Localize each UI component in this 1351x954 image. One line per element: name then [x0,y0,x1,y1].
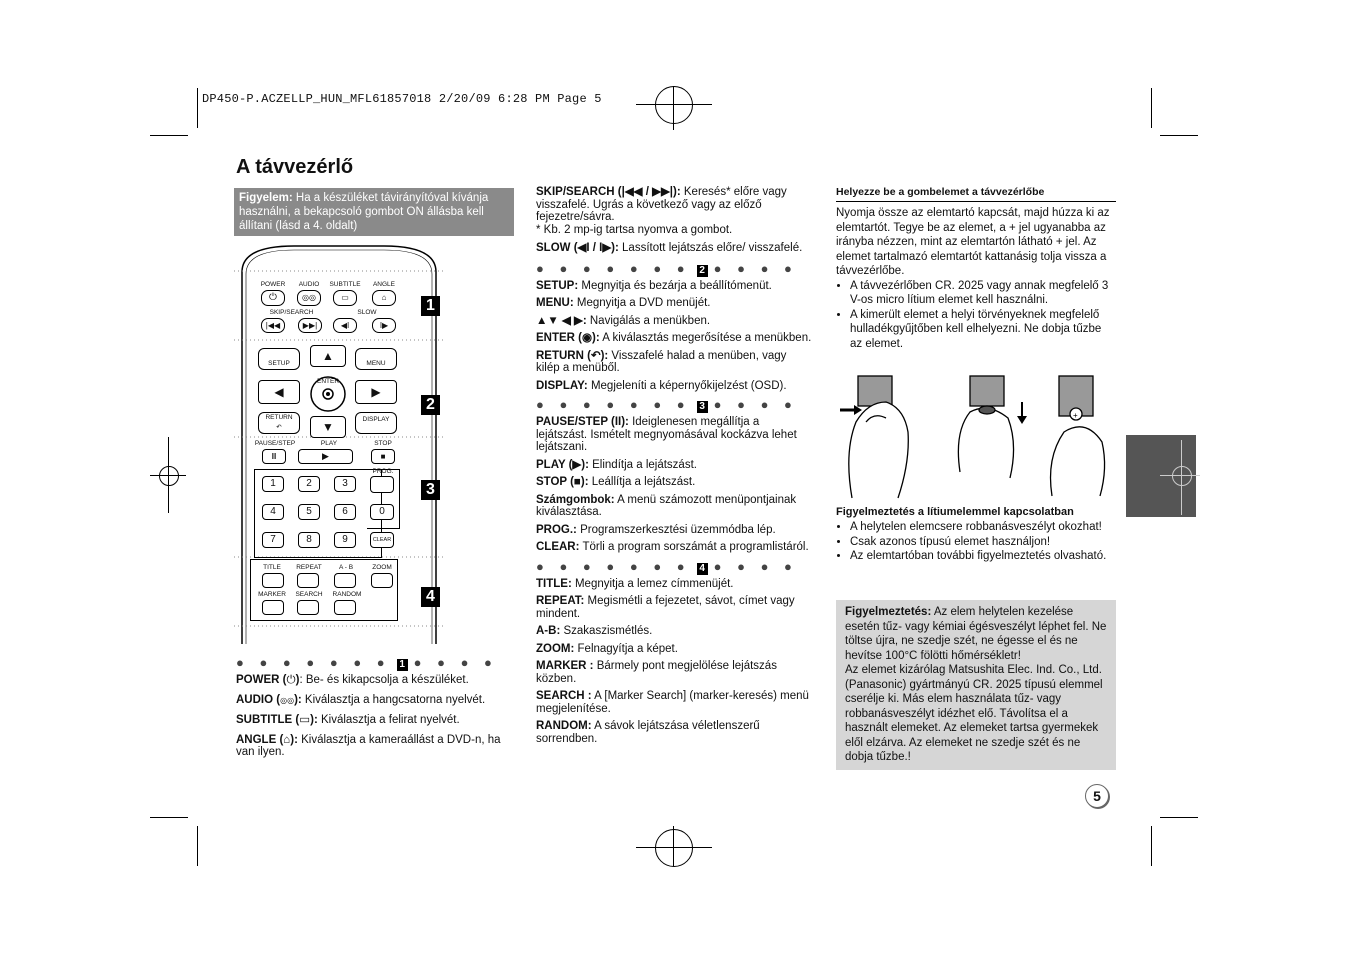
prog-button[interactable] [370,476,394,493]
item-label: SLOW (◀I / I▶): [536,242,619,254]
item-label: PLAY (▶): [536,458,589,471]
crop-mark [1160,817,1198,818]
remote-label-ab: A - B [338,564,354,571]
audio-button[interactable]: ◎◎ [297,290,321,306]
item-text: Megismétli a fejezetet, sávot, címet vagy mindent. [536,595,795,620]
repeat-button[interactable] [297,573,319,588]
col1-items [236,674,511,759]
lithium-section [836,506,1116,564]
item-label: SEARCH : [536,690,592,702]
item-label: ANGLE ( [236,733,284,746]
bullet-item: • Csak azonos típusú elemet használjon! [850,535,1116,550]
section-number: 3 [697,401,708,413]
up-button[interactable]: ▲ [310,345,346,367]
battery-heading: Helyezze be a gombelemet a távvezérlőbe [836,186,1116,202]
item-text: Visszafelé halad a menüben, vagy kilép a menüből. [536,349,787,374]
crop-mark [1151,826,1152,866]
display-button[interactable]: DISPLAY [355,412,397,434]
lithium-heading: Figyelmeztetés a lítiumelemmel kapcsolatban [836,506,1074,518]
col1-item [236,734,511,759]
item-text: Megnyitja a lemez címmenüjét. [571,577,734,590]
crop-mark [150,135,188,136]
item-text: Kiválasztja a felirat nyelvét. [317,714,460,726]
section-marker-1: 1 [421,296,440,316]
remote-label-enter: ENTER [316,378,340,385]
item-label: RETURN (↶): [536,349,609,362]
warning-label: Figyelem: [239,192,293,204]
crop-mark [197,826,198,866]
remote-label-skip: SKIP/SEARCH [269,309,314,316]
digit-7-button[interactable]: 7 [262,532,284,548]
item-text: A sávok lejátszása véletlenszerű sorrendben. [536,720,760,745]
search-button[interactable] [297,600,319,615]
col2-item [536,690,812,715]
col1-item [236,694,511,708]
item-label: CLEAR: [536,541,580,553]
section-divider-1: ● ● ● ● ● ● ● 1 ● ● ● ● [236,655,498,670]
col2-item [536,595,812,620]
play-button[interactable]: ▶ [298,449,353,464]
col2-item [536,350,812,375]
skip-next-button[interactable]: ▶▶| [298,318,322,333]
col2-item [536,332,812,345]
slow-desc [536,242,812,255]
stop-button[interactable]: ■ [371,449,395,464]
item-label: ZOOM: [536,642,575,655]
battery-text: Nyomja össze az elemtartó kapcsát, majd húzza ki az elemtartót. Tegye be az elemet, a + jel ugyanabba az irányba nézzen, mint az elemtartón látható + jel. Az elemet tartalmazó elemtartót kattanásig tolja vissza a távvezérlőbe. [836,207,1110,277]
registration-mark [655,86,693,124]
col3 [836,186,1116,351]
section-marker-2: 2 [421,395,440,415]
print-header: DP450-P.ACZELLP_HUN_MFL61857018 2/20/09 6:28 PM Page 5 [202,92,602,106]
col1-item [236,674,511,687]
item-label: SUBTITLE ( [236,714,300,726]
subtitle-icon: ▭ [299,714,311,726]
menu-button[interactable]: MENU [355,348,397,370]
col2-item [536,280,812,293]
lithium-bullets [836,520,1116,564]
item-label: TITLE: [536,577,572,590]
page-title: A távvezérlő [236,156,354,178]
item-label: PROG.: [536,523,577,536]
item-text: Keresés* előre vagy visszafelé. Ugrás a következő vagy az előző fejezetre/sávra. [536,186,787,223]
col2-item [536,643,812,656]
section-marker-4: 4 [421,587,440,607]
bullet-item: • A kimerült elemet a helyi törvényeknek megfelelő hulladékgyűjtőben kell elhelyezni. Ne dobja tűzbe az elemet. [850,308,1116,352]
item-label: DISPLAY: [536,379,588,392]
digit-9-button[interactable]: 9 [334,532,356,548]
warning-box [234,188,514,236]
registration-line [1160,475,1200,476]
item-label: ▲▼ ◀ ▶: [536,314,587,327]
section-number: 4 [697,563,708,575]
remote-illustration [234,244,444,644]
col1-item [236,714,511,727]
item-text: Kiválasztja a hangcsatorna nyelvét. [301,693,486,706]
item-text: Programszerkesztési üzemmódba lép. [576,523,776,536]
crop-mark [1151,88,1152,128]
remote-label-search: SEARCH [295,591,323,598]
section-marker-3: 3 [421,480,440,500]
digit-6-button[interactable]: 6 [334,504,356,520]
col2-item [536,476,812,489]
registration-line [168,437,169,513]
registration-line [1181,440,1182,515]
crop-mark [197,88,198,128]
item-label: MENU: [536,297,574,309]
remote-label-power: POWER [260,281,286,288]
remote-label-slow: SLOW [357,309,377,316]
zoom-button[interactable] [371,573,393,588]
crop-mark [150,817,188,818]
item-text: Lassított lejátszás előre/ visszafelé. [618,242,803,254]
col2-item [536,660,812,685]
right-button[interactable]: ▶ [355,380,397,404]
digit-4-button[interactable]: 4 [262,504,284,520]
item-label: POWER ( [236,674,287,686]
random-button[interactable] [334,600,356,615]
item-label: Számgombok: [536,493,615,506]
registration-line [636,104,712,105]
remote-label-zoom: ZOOM [372,564,392,571]
registration-line [673,86,674,130]
item-text: Felnagyítja a képet. [574,642,678,655]
registration-mark [655,829,693,867]
item-label: A-B: [536,625,561,637]
item-text: Törli a program sorszámát a programlistáról. [579,541,809,553]
remote-label-marker: MARKER [258,591,286,598]
section-divider-2: ● ● ● ● ● ● ● 2 ● ● ● ● [536,260,798,276]
angle-icon: ⌂ [283,733,291,746]
pause-button[interactable]: II [262,449,286,464]
registration-line [673,826,674,866]
item-text: A menü számozott menüpontjainak kiválasztása. [536,493,797,518]
col2-item [536,494,812,519]
item-label: AUDIO ( [236,693,281,706]
item-text: Megnyitja és bezárja a beállítómenüt. [578,279,772,292]
digit-8-button[interactable]: 8 [298,532,320,548]
col2 [536,186,812,745]
col2-item [536,625,812,638]
left-button[interactable]: ◀ [258,380,300,404]
remote-label-return: RETURN [265,414,293,421]
remote-label-random: RANDOM [332,591,362,598]
section-number: 1 [397,659,408,671]
section-divider-4: ● ● ● ● ● ● ● 4 ● ● ● ● [536,558,798,574]
skip-note: * Kb. 2 mp-ig tartsa nyomva a gombot. [536,223,733,236]
item-text: Szakaszismétlés. [560,625,653,637]
item-label: RANDOM: [536,720,592,732]
warning-text: Ha a készüléket távirányítóval kívánja használni, a bekapcsoló gombot ON állásba kell állítani (lásd a 4. oldalt) [239,192,489,232]
item-text: A kiválasztás megerősítése a menükben. [599,332,812,344]
setup-button[interactable]: SETUP [258,348,300,370]
registration-mark [159,466,179,486]
remote-label-prog: PROG. [372,468,394,475]
col2-item [536,459,812,472]
item-label: REPEAT: [536,595,585,607]
item-text: Megjeleníti a képernyőkijelzést (OSD). [587,379,787,392]
bullet-item: • Az elemtartóban további figyelmeztetés olvasható. [850,549,1116,564]
enter-button[interactable] [311,377,345,411]
item-text: A [Marker Search] (marker-keresés) menü megjelenítése. [536,690,809,715]
item-text: Leállítja a lejátszást. [588,476,696,488]
item-label: ): [310,714,318,726]
page-number: 5 [1085,784,1109,808]
marker-button[interactable] [262,600,284,615]
remote-label-repeat: REPEAT [296,564,322,571]
registration-line [636,847,712,848]
remote-label-audio: AUDIO [298,281,320,288]
digit-3-button[interactable]: 3 [334,476,356,492]
item-text: Bármely pont megjelölése lejátszás közben. [536,660,777,685]
remote-label-angle: ANGLE [372,281,396,288]
item-label: STOP (■): [536,476,589,488]
item-text: Megnyitja a DVD menüjét. [573,297,711,309]
skip-desc [536,186,812,224]
item-label: PAUSE/STEP (II): [536,416,629,428]
col2-item [536,416,812,454]
col2-item [536,578,812,591]
power-button[interactable]: ⏻ [261,290,285,306]
remote-label-pause: PAUSE/STEP [254,440,296,447]
bullet-item: • A helytelen elemcsere robbanásveszélyt okozhat! [850,520,1116,535]
angle-button[interactable]: ⌂ [372,290,396,306]
caution-box [836,600,1116,770]
col2-item [536,541,812,554]
slow-fwd-button[interactable]: I▶ [372,318,396,333]
section-divider-3: ● ● ● ● ● ● ● 3 ● ● ● ● [536,397,798,412]
battery-bullets [836,279,1116,352]
item-text: Elindítja a lejátszást. [588,458,697,471]
return-button[interactable]: RETURN ↶ [258,412,300,434]
item-label: SKIP/SEARCH (|◀◀ / ▶▶|): [536,186,681,198]
col2-item [536,524,812,537]
section-number: 2 [697,265,708,277]
digit-0-button[interactable]: 0 [370,504,394,520]
caution-text: Az elem helytelen kezelése esetén tűz- vagy kémiai égésveszélyt léphet fel. Ne töltse újra, ne szedje szét, ne égesse el és ne hevítse 100°C fölötti hőmérsékletr! [845,606,1107,662]
remote-label-title: TITLE [263,564,281,571]
remote-label-stop: STOP [374,440,392,447]
caution-label: Figyelmeztetés: [845,606,932,618]
clear-button[interactable]: CLEAR [370,532,394,548]
digit-1-button[interactable]: 1 [262,476,284,492]
col2-item [536,380,812,393]
battery-illustration [838,372,1116,500]
remote-label-play: PLAY [320,440,338,447]
subtitle-button[interactable]: ▭ [333,290,357,306]
item-label: ): [290,733,298,746]
col2-item [536,297,812,310]
slow-rev-button[interactable]: ◀I [333,318,357,333]
svg-text:+: + [1073,411,1078,420]
item-text: Navigálás a menükben. [586,314,711,327]
title-button[interactable] [262,573,284,588]
item-label: SETUP: [536,279,579,292]
item-text: Ideiglenesen megállítja a lejátszást. Ismételt megnyomásával kockázva lehet lejátszani. [536,416,797,453]
crop-mark [1160,135,1198,136]
col2-item [536,315,812,328]
caution-text-2: Az elemet kizárólag Matsushita Elec. Ind. Co., Ltd. (Panasonic) gyártmányú CR. 2025 típusú elemmel cserélje ki. Más elem használata tűz- vagy robbanásveszélyt idézhet elő. Távolítsa el a használt elemeket. Az elemeket tartsa gyermekek elől elzárva. Az elemeket ne szedje szét és ne dobja tűzbe.! [845,664,1103,763]
remote-label-subtitle: SUBTITLE [329,281,361,288]
item-label: ) [295,674,300,686]
digit-2-button[interactable]: 2 [298,476,320,492]
item-label: ENTER (◉): [536,332,600,344]
audio-icon: ◎◎ [280,695,295,705]
item-text: : Be- és kikapcsolja a készüléket. [299,674,469,686]
ab-button[interactable] [334,573,356,588]
col2-item [536,720,812,745]
item-label: MARKER : [536,660,594,672]
bullet-item: • A távvezérlőben CR. 2025 vagy annak megfelelő 3 V-os micro lítium elemet kell használni. [850,279,1116,308]
item-label: ): [294,693,302,706]
registration-mark [1172,466,1192,486]
down-button[interactable]: ▼ [310,416,346,438]
skip-prev-button[interactable]: |◀◀ [261,318,285,333]
power-icon: ⏻ [286,674,296,686]
digit-5-button[interactable]: 5 [298,504,320,520]
item-text: Kiválasztja a kameraállást a DVD-n, ha van ilyen. [236,733,501,758]
